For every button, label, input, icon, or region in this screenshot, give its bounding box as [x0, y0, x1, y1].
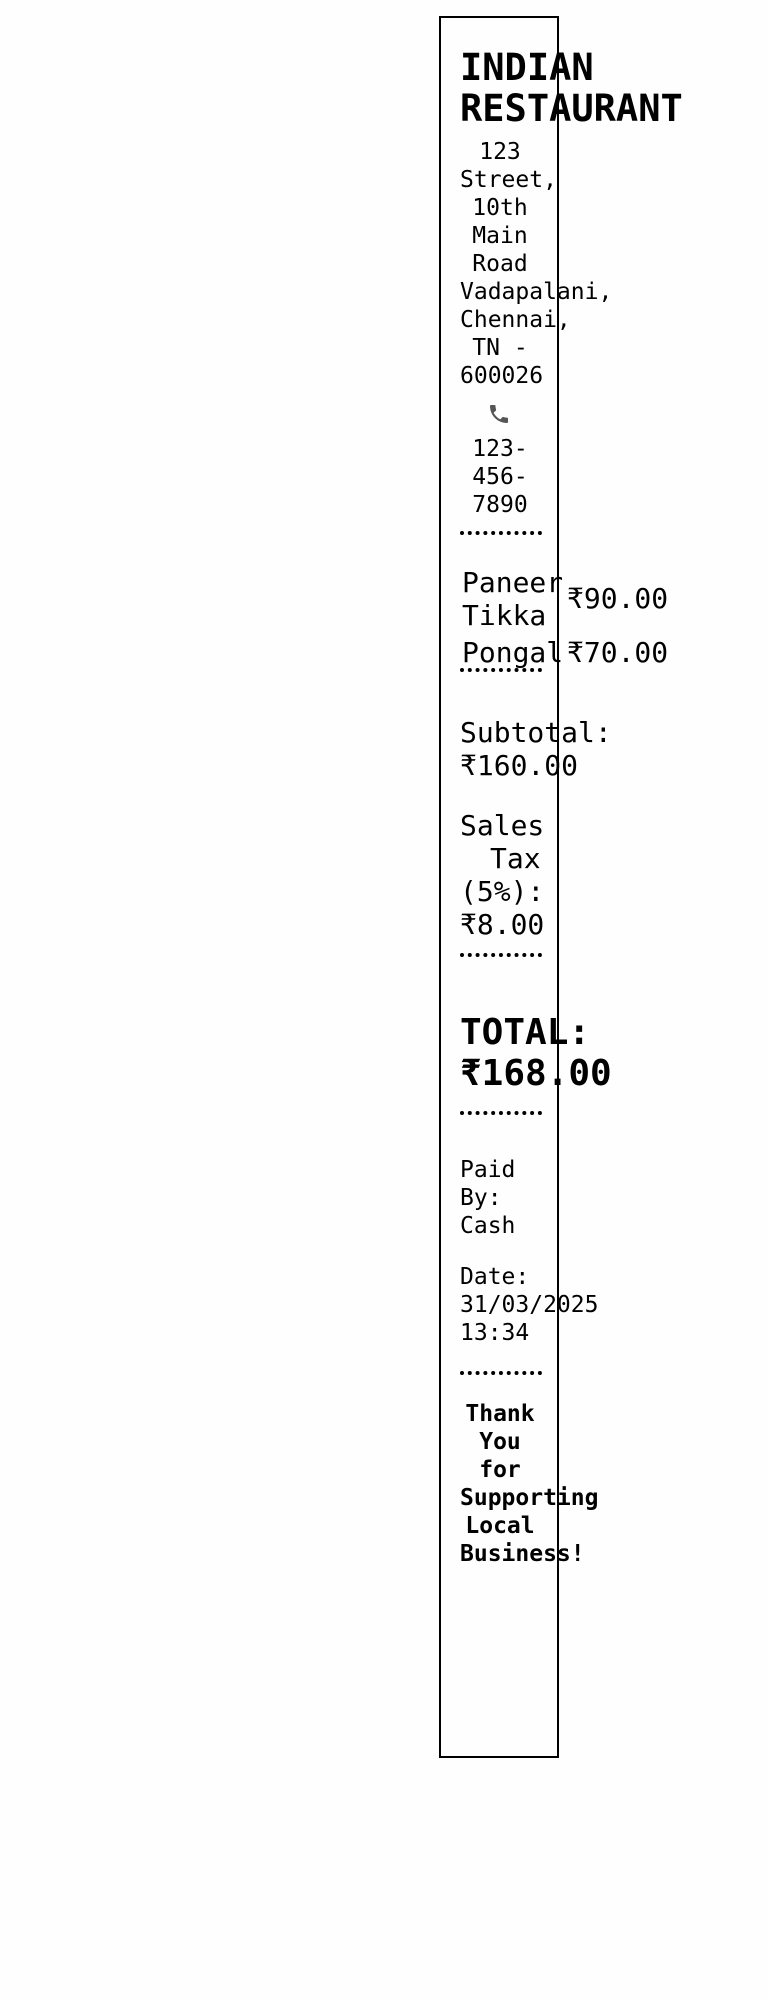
address-line: 123	[479, 139, 521, 165]
subtotal-value: ₹160.00	[460, 749, 579, 782]
address-line: Street,	[460, 167, 557, 193]
date-label: Date:	[460, 1264, 530, 1290]
address-line: Road	[472, 251, 528, 277]
total	[460, 1012, 612, 1094]
date-value: 31/03/2025	[460, 1292, 599, 1318]
item-name-paneer-tikka: Paneer Tikka	[462, 566, 564, 632]
date-time	[460, 1263, 598, 1347]
phone-line: 123-	[472, 436, 528, 462]
item-price-paneer-tikka: ₹90.00	[567, 582, 669, 615]
sales-tax-value: ₹8.00	[460, 908, 545, 941]
payment-method: Paid By: Cash	[460, 1157, 516, 1239]
item-price-pongal: ₹70.00	[567, 636, 669, 669]
restaurant-name	[460, 47, 683, 129]
phone-line: 456-	[472, 464, 528, 490]
address-line: Vadapalani,	[460, 279, 613, 305]
phone-line: 7890	[472, 492, 528, 518]
address-line: 600026	[460, 363, 544, 389]
total-label: TOTAL:	[460, 1012, 591, 1053]
divider	[460, 1111, 542, 1115]
divider	[460, 1371, 542, 1375]
sales-tax: Sales Tax (5%): ₹8.00	[460, 809, 545, 941]
item-name-pongal: Pongal	[462, 636, 564, 669]
address-line: 10th	[472, 195, 528, 221]
divider	[460, 953, 542, 957]
subtotal	[460, 716, 612, 782]
address-line: Chennai,	[460, 307, 571, 333]
total-value: ₹168.00	[460, 1053, 612, 1094]
restaurant-phone	[460, 435, 540, 519]
thank-you-message: Thank You for Supporting Local Business!	[460, 1401, 599, 1567]
phone-icon	[486, 402, 512, 432]
restaurant-name-line-2: RESTAURANT	[460, 87, 683, 130]
divider	[460, 668, 542, 672]
restaurant-name-line-1: INDIAN	[460, 46, 594, 89]
address-line: TN -	[472, 335, 528, 361]
address-line: Main	[472, 223, 528, 249]
time-value: 13:34	[460, 1320, 530, 1346]
subtotal-label: Subtotal:	[460, 716, 612, 749]
restaurant-address	[460, 138, 613, 390]
divider	[460, 531, 542, 535]
